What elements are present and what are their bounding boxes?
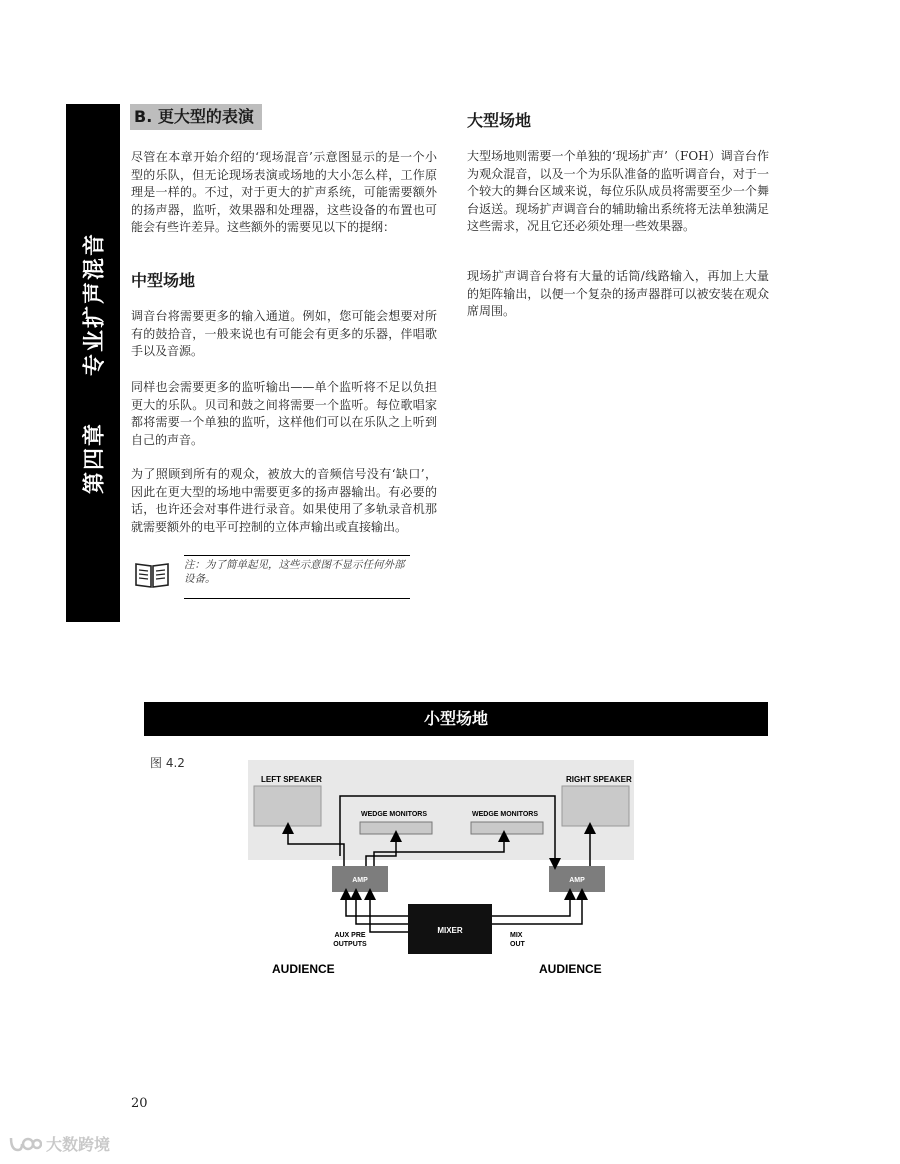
amp-right-label: AMP xyxy=(569,877,585,884)
diagram-banner: 小型场地 xyxy=(144,702,768,736)
wedge-monitors-left-label: WEDGE MONITORS xyxy=(361,811,427,818)
section-heading: B. 更大型的表演 xyxy=(130,104,262,130)
medium-paragraph-1: 调音台将需要更多的输入通道。例如，您可能会想要对所有的鼓拾音，一般来说也有可能会有更多的乐器，伴唱歌手以及音源。 xyxy=(131,309,437,358)
intro-paragraph: 尽管在本章开始介绍的‘现场混音’示意图显示的是一个小型的乐队，但无论现场表演或场地的大小怎么样，工作原理是一样的。不过，对于更大的扩声系统，可能需要额外的扬声器，监听，效果器和处理器，这些设备的布置也可能会有些许差异。这些额外的需要见以下的提纲： xyxy=(131,150,437,234)
watermark xyxy=(8,1132,110,1155)
mixer-label: MIXER xyxy=(437,926,463,935)
note-text: 注：为了简单起见，这些示意图不显示任何外部设备。 xyxy=(184,559,405,585)
figure-label: 图 4.2 xyxy=(150,756,185,770)
chapter-title: 专业扩声混音 xyxy=(82,231,108,376)
right-speaker-box xyxy=(562,786,629,826)
brand-logo-icon xyxy=(8,1134,42,1154)
aux-outputs-line2: OUTPUTS xyxy=(333,941,367,948)
chapter-side-tab-text xyxy=(78,232,109,494)
mix-out-line2: OUT xyxy=(510,941,525,948)
audience-right-label: AUDIENCE xyxy=(539,962,602,976)
medium-venue-heading: 中型场地 xyxy=(131,271,196,290)
wedge-monitor-right xyxy=(471,822,543,834)
right-speaker-label: RIGHT SPEAKER xyxy=(566,775,632,784)
chapter-side-tab xyxy=(66,104,120,622)
mix-out-line1: MIX xyxy=(510,932,523,939)
aux-outputs-line1: AUX PRE xyxy=(334,932,366,939)
large-paragraph-2: 现场扩声调音台将有大量的话筒/线路输入，再加上大量的矩阵输出，以便一个复杂的扬声器群可以被安装在观众席周围。 xyxy=(467,269,769,318)
left-speaker-label: LEFT SPEAKER xyxy=(261,775,322,784)
left-speaker-box xyxy=(254,786,321,826)
chapter-number: 第四章 xyxy=(82,422,108,495)
note-top-rule xyxy=(184,555,410,556)
book-icon xyxy=(134,561,170,589)
small-venue-diagram xyxy=(240,756,640,986)
large-paragraph-1: 大型场地则需要一个单独的‘现场扩声’（FOH）调音台作为观众混音，以及一个为乐队准备的监听调音台，对于一个较大的舞台区域来说，每位乐队成员将需要至少一个舞台返送。现场扩声调音台的辅助输出系统将无法单独满足这些需求，况且它还必须处理一些效果器。 xyxy=(467,149,769,233)
watermark-text: 大数跨境 xyxy=(46,1135,111,1154)
large-venue-heading: 大型场地 xyxy=(467,111,532,130)
wedge-monitors-right-label: WEDGE MONITORS xyxy=(472,811,538,818)
wedge-monitor-left xyxy=(360,822,432,834)
page-number: 20 xyxy=(131,1096,148,1111)
audience-left-label: AUDIENCE xyxy=(272,962,335,976)
medium-paragraph-2: 同样也会需要更多的监听输出——单个监听将不足以负担更大的乐队。贝司和鼓之间将需要一个监听。每位歌唱家都将需要一个单独的监听，这样他们可以在乐队之上听到自己的声音。 xyxy=(131,380,437,447)
amp-left-label: AMP xyxy=(352,877,368,884)
note-bottom-rule xyxy=(184,598,410,599)
medium-paragraph-3: 为了照顾到所有的观众，被放大的音频信号没有‘缺口’，因此在更大型的场地中需要更多的扬声器输出。有必要的话，也许还会对事件进行录音。如果使用了多轨录音机那就需要额外的电平可控制的立体声输出或直接输出。 xyxy=(131,467,437,534)
